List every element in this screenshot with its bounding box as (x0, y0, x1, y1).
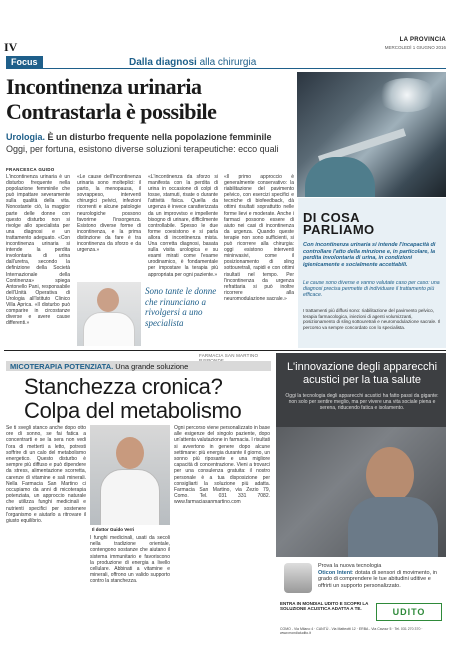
brand-logo: UDITO (376, 603, 442, 621)
ad-photo-face (366, 447, 414, 503)
pharmacy-advertorial (6, 353, 271, 653)
info-box-title-line-1: DI COSA (303, 210, 360, 225)
section-divider (4, 350, 446, 351)
article-column-1: L'incontinenza urinaria è un disturbo frequente nella popolazione femminile che può impattare severamente sulla qualità della vita. Nonostante ciò, la maggior parte delle donne con questo disturbo non si rivolge allo specialista per una diagnosi e un trattamento adeguato. «Con incontinenza urinaria si intende la perdita involontaria di urina dall'uretra, secondo la definizione della Società Internazionale della Continenza» spiega Antonello Pani, responsabile dell'Unità Operativa di Urologia all'Istituto Clinico Villa Aprica. «Il disturbo può comparire in circostanze diverse e avere cause differenti.» (6, 174, 70, 327)
advertorial-column-2: Ogni percorso viene personalizzato in base alle esigenze del singolo paziente, dopo un'attenta valutazione in farmacia. I risultati si avvertono in genere dopo alcune settimane: più energia durante il giorno, un sonno più riposante e una migliore capacità di concentrazione. Vieni a trovarci per una consulenza gratuita: il nostro personale è a tua disposizione per consigliarti la soluzione più adatta. Farmacia San Martino, via Zezio 79, Como. Tel. 031 331 7082. www.farmaciasanmartino.com (174, 425, 270, 506)
pull-quote: Sono tante le donne che rinunciano a rivolgersi a uno specialista (145, 286, 217, 328)
advertorial-headline-line-2: Colpa del metabolismo (24, 398, 242, 423)
store-addresses: COMO - Via Milano 4 · CANTÙ - Via Matteotti 12 · ERBA - Via Cavour 5 · Tel. 031 270 370 · www.mondialudito.it (280, 627, 423, 636)
portrait-coat (83, 312, 135, 346)
section-title (129, 57, 256, 68)
headline-line-2: Contrastarla è possibile (6, 99, 217, 124)
ad-promo-rest: : dotata di sensori di movimento, in grado di comprendere le tue abitudini uditive e offrirti un supporto personalizzato. (318, 569, 437, 589)
article-column-2: «Le cause dell'incontinenza urinaria sono molteplici: il parto, la menopausa, il sovrappeso, interventi chirurgici pelvici, infezioni ricorrenti e alcune patologie neurologiche possono favorirne l'insorgenza. Esistono diverse forme di incontinenza, e la prima distinzione da fare è tra incontinenza da sforzo e da urgenza.» (77, 174, 141, 254)
advertorial-bar-rest: Una grande soluzione (113, 362, 189, 371)
info-box-lead: Con incontinenza urinaria si intende l'incapacità di controllare l'atto della minzione e, in particolare, la perdita involontaria di urina, in condizioni igienicamente e socialmente accettabili. (303, 242, 436, 268)
advertorial-bar (6, 361, 271, 371)
section-title-rest: alla chirurgia (196, 57, 257, 68)
doctor-portrait-photo (77, 282, 141, 346)
article-headline (6, 74, 296, 124)
page-number: IV (4, 40, 18, 54)
surgery-photo (297, 72, 446, 197)
advertorial-bar-bold: MICOTERAPIA POTENZIATA. (10, 362, 114, 371)
surgeon-gown (305, 157, 375, 197)
ad-call-to-action: ENTRA IN MONDIAL UDITO E SCOPRI LA SOLUZIONE ACUSTICA ADATTA A TE. (280, 601, 369, 612)
section-tag: Focus (6, 56, 43, 69)
page-header (0, 0, 450, 56)
article-column-4: «Il primo approccio è generalmente conservativo: la riabilitazione del pavimento pelvico, con esercizi specifici e tecniche di biofeedback, dà ottimi risultati soprattutto nelle forme lievi e moderate. Anche i farmaci possono essere di aiuto nei casi di incontinenza da urgenza. Quando queste terapie non sono sufficienti, si può ricorrere alla chirurgia: oggi esistono interventi mininvasivi, come il posizionamento di sling sottouretrali, rapidi e con ottimi risultati nel tempo. Per l'incontinenza da urgenza refrattaria si può inoltre ricorrere alla neuromodulazione sacrale.» (224, 174, 294, 302)
article-subhead (6, 132, 296, 143)
publication-name: LA PROVINCIA (399, 37, 446, 43)
pharmacist-photo (90, 425, 170, 525)
headline-line-1: Incontinenza urinaria (6, 74, 202, 99)
article-byline: FRANCESCA GUIDO (6, 167, 55, 172)
portrait-head (97, 288, 119, 312)
ad-intro-text: Oggi la tecnologia degli apparecchi acustici ha fatto passi da gigante: non solo per sentire meglio, ma per vivere una vita sociale piena e serena, riducendo fatica e isolamento. (285, 393, 439, 411)
pharmacist-coat (100, 469, 160, 525)
advertorial-headline-line-1: Stanchezza cronica? (24, 374, 223, 399)
info-box-title (303, 212, 443, 236)
advertorial-tag: FARMACIA SAN MARTINO (199, 353, 259, 358)
subhead-text: È un disturbo frequente nella popolazione femminile (45, 132, 272, 142)
subhead-keyword: Urologia. (6, 132, 46, 142)
section-title-bold: Dalla diagnosi (129, 57, 197, 68)
surgical-lamp (377, 78, 437, 112)
publication-date: MERCOLEDÌ 1 GIUGNO 2016 (384, 45, 446, 50)
ad-photo-shirt (348, 497, 438, 557)
ad-photo (276, 427, 446, 557)
ad-promo-lead: Prova la nuova tecnologia (318, 563, 382, 569)
ad-info-panel (276, 557, 446, 653)
section-bar (6, 56, 446, 69)
info-box-body: I trattamenti più diffusi sono: riabilitazione del pavimento pelvico, terapia farmacologica, iniezioni di agenti volumizzanti, posizionamento di sling sottouretrali e neuromodulazione sacrale. Il percorso va sempre concordato con lo specialista. (303, 308, 440, 330)
info-box-lead-2: Le cause sono diverse e vanno valutate caso per caso: una diagnosi precisa permette di individuare il trattamento più efficace. (303, 280, 440, 299)
advertorial-headline (24, 375, 272, 423)
info-box (298, 198, 446, 348)
ad-promo-product: Oticon Intent (318, 569, 352, 576)
advertorial-column-1: Se ti svegli stanco anche dopo otto ore di sonno, se fai fatica a concentrarti e se la sera non vedi l'ora di metterti a letto, potresti soffrire di un calo del metabolismo energetico. Questo disturbo è sempre più diffuso e può dipendere da stress, alimentazione scorretta, carenze di vitamine e sali minerali. Nella Farmacia San Martino ci occupiamo da anni di micoterapia potenziata, un approccio naturale che utilizza funghi medicinali e nutrienti specifici per sostenere l'organismo e aiutarlo a ritrovare il giusto equilibrio. (6, 425, 86, 525)
hearing-aid-ad (276, 353, 446, 653)
pharmacist-head (116, 437, 144, 469)
hearing-aid-icon (284, 563, 312, 593)
ad-promo-text (318, 563, 442, 589)
photo-caption: Il dottor Guido Verri (92, 527, 135, 532)
advertorial-column-middle: I funghi medicinali, usati da secoli nella tradizione orientale, contengono sostanze che aiutano il sistema immunitario e favoriscono la produzione di energia a livello cellulare. Abbinati a vitamine e minerali, offrono un valido supporto contro la stanchezza. (90, 535, 170, 585)
article-subhead-2: Oggi, per fortuna, esistono diverse soluzioni terapeutiche: ecco quali (6, 144, 279, 154)
article-column-3: «L'incontinenza da sforzo si manifesta con la perdita di urina in occasione di colpi di tosse, starnuti, risate o durante l'attività fisica. Quella da urgenza è invece caratterizzata da un improvviso e impellente bisogno di urinare, difficilmente controllabile. Spesso le due forme coesistono e si parla allora di incontinenza mista. Una corretta diagnosi, basata sulla visita urologica e su esami mirati come l'esame urodinamico, è fondamentale per impostare la terapia più appropriata per ogni paziente.» (148, 174, 218, 278)
info-box-title-line-2: PARLIAMO (303, 222, 375, 237)
ad-headline: L'innovazione degli apparecchi acustici per la tua salute (286, 361, 438, 386)
